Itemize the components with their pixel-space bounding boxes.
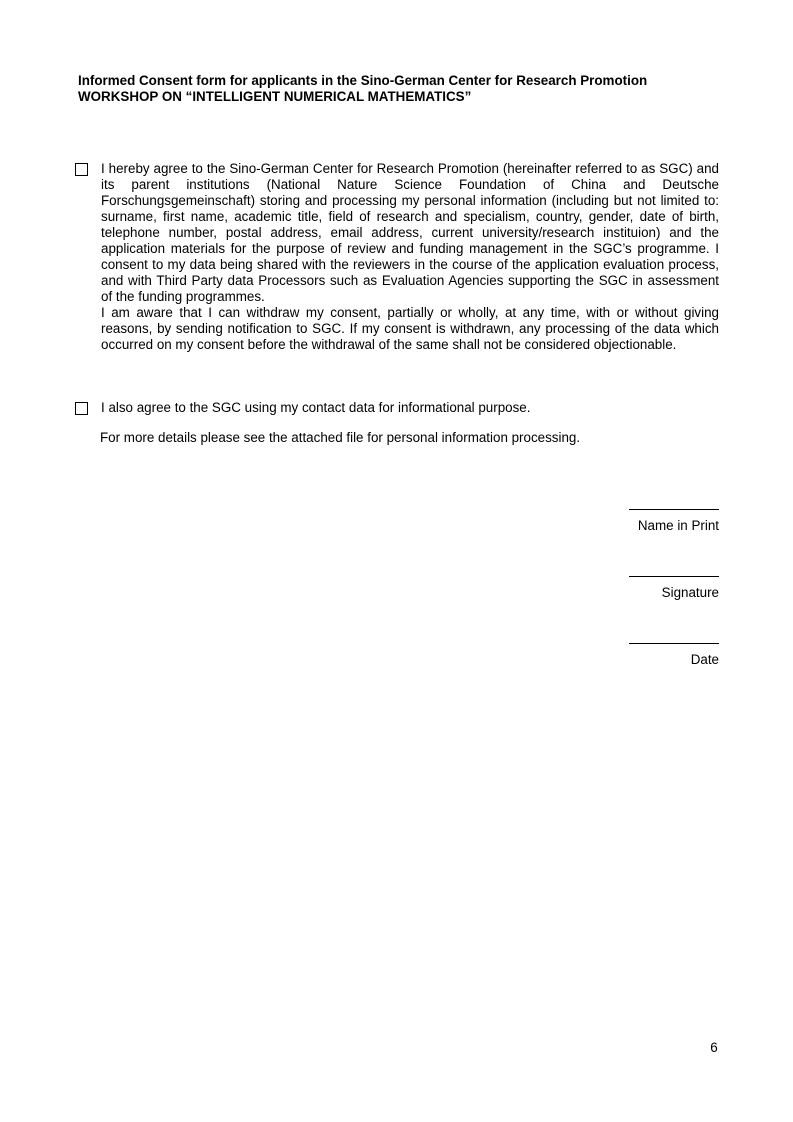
consent-text-data-processing	[101, 161, 719, 353]
signature-entry-date	[579, 643, 719, 668]
signature-block	[579, 509, 719, 710]
document-title-line-2: WORKSHOP ON “INTELLIGENT NUMERICAL MATHEMATICS”	[78, 89, 472, 104]
consent-checkbox-data-processing[interactable]	[75, 163, 88, 176]
signature-label: Signature	[661, 585, 719, 600]
consent-paragraph: I also agree to the SGC using my contact data for informational purpose.	[101, 400, 531, 415]
signature-line[interactable]	[629, 576, 719, 577]
info-note: For more details please see the attached file for personal information processing.	[100, 430, 581, 445]
signature-entry-signature	[579, 576, 719, 601]
consent-item-contact-data	[75, 400, 719, 416]
name-in-print-label: Name in Print	[637, 518, 719, 533]
name-in-print-line[interactable]	[629, 509, 719, 510]
consent-item-data-processing	[75, 161, 719, 353]
document-title-line-1: Informed Consent form for applicants in the Sino-German Center for Research Promotion	[78, 73, 648, 88]
consent-paragraph: I am aware that I can withdraw my consent, partially or wholly, at any time, with or without giving reasons, by sending notification to SGC. If my consent is withdrawn, any processing of the data which occurred on my consent before the withdrawal of the same shall not be considered objectionable.	[101, 305, 719, 352]
page-number: 6	[710, 1040, 718, 1055]
consent-paragraph: I hereby agree to the Sino-German Center for Research Promotion (hereinafter referred to as SGC) and its parent institutions (National Nature Science Foundation of China and Deutsche Forschungsgemeinschaft) storing and processing my personal information (including but not limited to: surname, first name, academic title, field of research and specialism, country, gender, date of birth, telephone number, postal address, email address, current university/research instituion) and the application materials for the purpose of review and funding management in the SGC’s programme. I consent to my data being shared with the reviewers in the course of the application evaluation process, and with Third Party data Processors such as Evaluation Agencies supporting the SGC in assessment of the funding programmes.	[101, 161, 719, 304]
consent-text-contact-data	[101, 400, 719, 416]
consent-checkbox-contact-data[interactable]	[75, 402, 88, 415]
date-label: Date	[690, 652, 719, 667]
document-title	[78, 73, 738, 105]
signature-entry-name	[579, 509, 719, 534]
date-line[interactable]	[629, 643, 719, 644]
